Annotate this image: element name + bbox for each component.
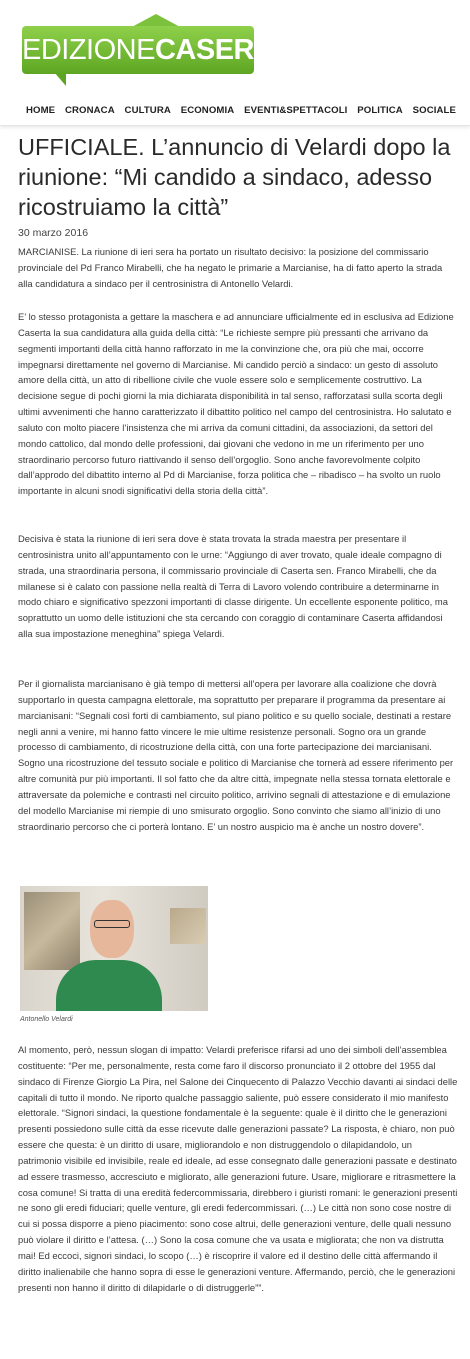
nav-item-economia[interactable]: ECONOMIA xyxy=(180,105,235,116)
nav-item-cultura[interactable]: CULTURA xyxy=(124,105,171,116)
site-header xyxy=(0,0,470,100)
nav-item-home[interactable]: HOME xyxy=(26,105,56,116)
article-paragraph-3: Decisiva è stata la riunione di ieri sera dove è stata trovata la strada maestra per presentare il centrosinistra unito all’appuntamento con le urne: “Aggiungo di aver trovato, quale ideale compagno di strada, una straordinaria persona, il commissario provinciale di Caserta sen. Franco Mirabelli, che da milanese si è calato con passione nella realtà di Terra di Lavoro volendo contribuire a determinarne in modo chiaro e significativo spezzoni importanti di classe dirigente. Un eccellente esponente politico, ma soprattutto un uomo delle istituzioni che sta cercando con coraggio di contaminare Caserta affidandosi alla sua impostazione meneghina” spiega Velardi. xyxy=(18,533,448,640)
nav-item-eventi-spettacoli[interactable]: EVENTI&SPETTACOLI xyxy=(244,105,348,116)
article-photo xyxy=(20,886,208,1011)
article-paragraph-4: Per il giornalista marcianisano è già tempo di mettersi all’opera per lavorare alla coalizione che dovrà supportarlo in questa campagna elettorale, ma soprattutto per preparare il programma da presentare ai marcianisani: “Segnali così forti di cambiamento, sul piano politico e su quello sociale, destinati a restare negli anni a venire, mi hanno fatto vincere le mie ultime resistenze personali. Sogno ora un grande processo di cambiamento, di ricostruzione della città, con una forte partecipazione dei marcianisani. Sogno una ricostruzione del tessuto sociale e politico di Marcianise che tornerà ad essere riferimento per altre comunità pur più importanti. Il sol fatto che da altre città, impegnate nella stessa tornata elettorale e attraversate da polemiche e contrasti nel circuito politico, arrivino segnali di attestazione e di emulazione del modello Marcianise mi riempie di uno smisurato orgoglio. Sono convinto che siamo all’inizio di uno straordinario percorso che ci porterà lontano. E’ un nostro auspicio ma è anche un nostro dovere”. xyxy=(18,678,454,832)
article-paragraph-2: E’ lo stesso protagonista a gettare la maschera e ad annunciare ufficialmente ed in esclusiva ad Edizione Caserta la sua candidatura alla guida della città: “Le richieste sempre più pressanti che arrivano da segmenti importanti della città hanno rafforzato in me la convinzione che, ora più che mai, occorre impegnarsi direttamente nel governo di Marcianise. Mi candido perciò a sindaco: un gesto di assoluto amore della città, un atto di ribellione civile che vuole essere solo e semplicemente costruttivo. La decisione segue di pochi giorni la mia dichiarata disponibilità in tal senso, rafforzatasi sulla scorta degli ultimi avvenimenti che hanno caratterizzato il dibattito politico nel campo del centrosinistra. Ho salutato e saluto con molto piacere l’insistenza che mi arriva da comuni cittadini, da associazioni, da settori del mondo cattolico, dal mondo delle professioni, dai giovani che vedono in me un riferimento per uno straordinario percorso futuro riattivando il senso dell’orgoglio. Sono anche favorevolmente colpito dall’approdo del dibattito interno al Pd di Marcianise, forza politica che – ribadisco – ha svolto un ruolo importante in alcuni snodi significativi della storia della città”. xyxy=(18,311,454,497)
photo-painting-right xyxy=(170,908,206,944)
article-paragraph-5: Al momento, però, nessun slogan di impatto: Velardi preferisce rifarsi ad uno dei simboli dell’assemblea costituente: “Per me, personalmente, resta come faro il discorso pronunciato il 2 ottobre del 1955 dal sindaco di Firenze Giorgio La Pira, nel Salone dei Cinquecento di Palazzo Vecchio davanti ai sindaci delle capitali di tutto il mondo. Ne riporto qualche passaggio saliente, può essere considerato il mio manifesto elettorale. “Signori sindaci, la questione fondamentale è la seguente: quale è il diritto che le generazioni presenti possiedono sulle città da esse ricevute dalle generazioni passate? La risposta, è chiaro, non può essere che questa: è un diritto di usare, migliorandolo e non distruggendolo o dilapidandolo, un patrimonio visibile ed invisibile, reale ed ideale, ad esse consegnato dalle generazioni passate e destinato ad essere trasmesso, accresciuto e migliorato, alle generazioni future. Usare, migliorare e ritrasmettere la cosa comune! Si tratta di una eredità federcommissaria, direbbero i giuristi romani: le generazioni presenti ne sono gli eredi fiduciari; quelle venture, gli eredi federcommissari. (…) Le città non sono cose nostre di cui si possa disporre a pieno piacimento: sono cose altrui, delle generazioni venture, delle quali nessuno può violare il diritto e l’attesa. (…) Sono la cosa comune che va usata e migliorata; che non va distrutta mai! Ed eccoci, signori sindaci, lo scopo (…) è riscoprire il valore ed il destino delle città affermando il diritto inalienabile che hanno sopra di esse le generazioni venture. Affermando, perciò, che le generazioni presenti non hanno il diritto di dilapidarle o di distruggerle””. xyxy=(18,1044,458,1293)
logo-text xyxy=(22,26,290,74)
main-nav xyxy=(0,100,470,126)
nav-item-cronaca[interactable]: CRONACA xyxy=(65,105,115,116)
article-paragraph-1: MARCIANISE. La riunione di ieri sera ha portato un risultato decisivo: la posizione del commissario provinciale del Pd Franco Mirabelli, che ha negato le primarie a Marcianise, ha di fatto aperto la strada alla candidatura a sindaco per il centrosinistra di Antonello Velardi. xyxy=(18,246,443,289)
site-logo[interactable] xyxy=(22,14,290,86)
photo-person-body xyxy=(56,960,162,1011)
photo-caption: Antonello Velardi xyxy=(20,1016,73,1023)
article-date: 30 marzo 2016 xyxy=(18,227,89,239)
logo-text-part2: CASERTA xyxy=(154,34,290,66)
photo-person-glasses xyxy=(94,920,130,928)
article-title: UFFICIALE. L’annuncio di Velardi dopo la riunione: “Mi candido a sindaco, adesso ricostruiamo la città” xyxy=(18,134,451,220)
logo-text-part1: EDIZIONE xyxy=(22,34,155,66)
nav-item-politica[interactable]: POLITICA xyxy=(357,105,403,116)
photo-painting-left xyxy=(24,892,80,970)
nav-item-sociale[interactable]: SOCIALE xyxy=(412,105,456,116)
photo-person-head xyxy=(90,900,134,958)
logo-speech-tail xyxy=(54,72,66,86)
